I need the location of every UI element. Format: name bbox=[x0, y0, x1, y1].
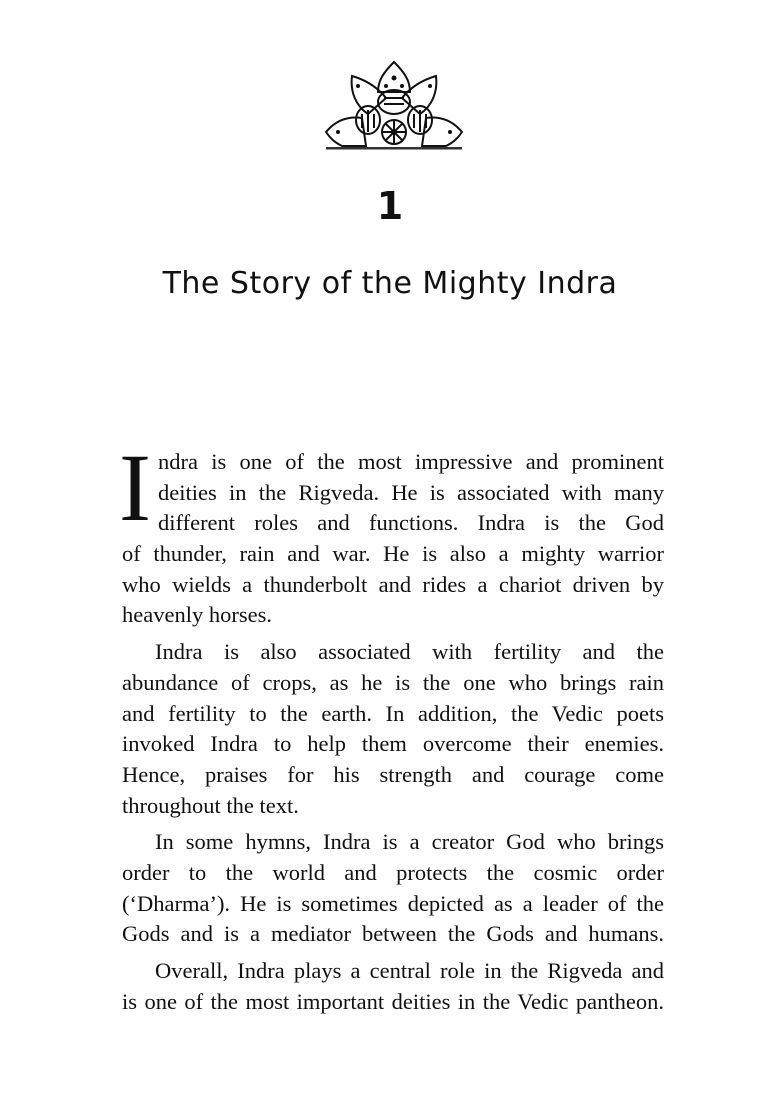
mandala-ornament-icon bbox=[322, 58, 466, 150]
chapter-number: 1 bbox=[376, 184, 404, 228]
paragraph-3 bbox=[122, 827, 664, 950]
text-line: is one of the most important deities in the Vedic pantheon. bbox=[122, 988, 664, 1014]
text-line: Indra is also associated with fertility and the bbox=[155, 639, 664, 665]
text-line: Gods and is a mediator between the Gods and humans. bbox=[122, 921, 664, 947]
text-line: throughout the text. bbox=[122, 792, 299, 818]
text-line: heavenly horses. bbox=[122, 602, 272, 628]
paragraph-2 bbox=[122, 637, 664, 821]
text-line: In some hymns, Indra is a creator God who brings bbox=[155, 829, 664, 855]
text-line: ndra is one of the most impressive and prominent bbox=[158, 449, 664, 474]
chapter-title: The Story of the Mighty Indra bbox=[162, 266, 618, 301]
text-line: and fertility to the earth. In addition, the Vedic poets bbox=[122, 700, 664, 726]
paragraph-1 bbox=[119, 434, 664, 631]
text-line: abundance of crops, as he is the one who brings rain bbox=[122, 669, 664, 695]
text-line: invoked Indra to help them overcome their enemies. bbox=[122, 731, 664, 757]
text-line: who wields a thunderbolt and rides a chariot driven by bbox=[122, 571, 664, 597]
paragraph-4 bbox=[122, 956, 664, 1017]
text-line: Overall, Indra plays a central role in the Rigveda and bbox=[155, 958, 664, 983]
text-line: (‘Dharma’). He is sometimes depicted as a leader of the bbox=[122, 890, 664, 916]
text-line: of thunder, rain and war. He is also a mighty warrior bbox=[122, 541, 664, 567]
chapter-body bbox=[119, 434, 664, 1023]
drop-cap: I bbox=[119, 434, 151, 541]
text-line: Hence, praises for his strength and courage come bbox=[122, 761, 664, 787]
text-line: different roles and functions. Indra is the God bbox=[158, 510, 664, 536]
text-line: deities in the Rigveda. He is associated with many bbox=[158, 479, 664, 505]
text-line: order to the world and protects the cosmic order bbox=[122, 859, 664, 885]
